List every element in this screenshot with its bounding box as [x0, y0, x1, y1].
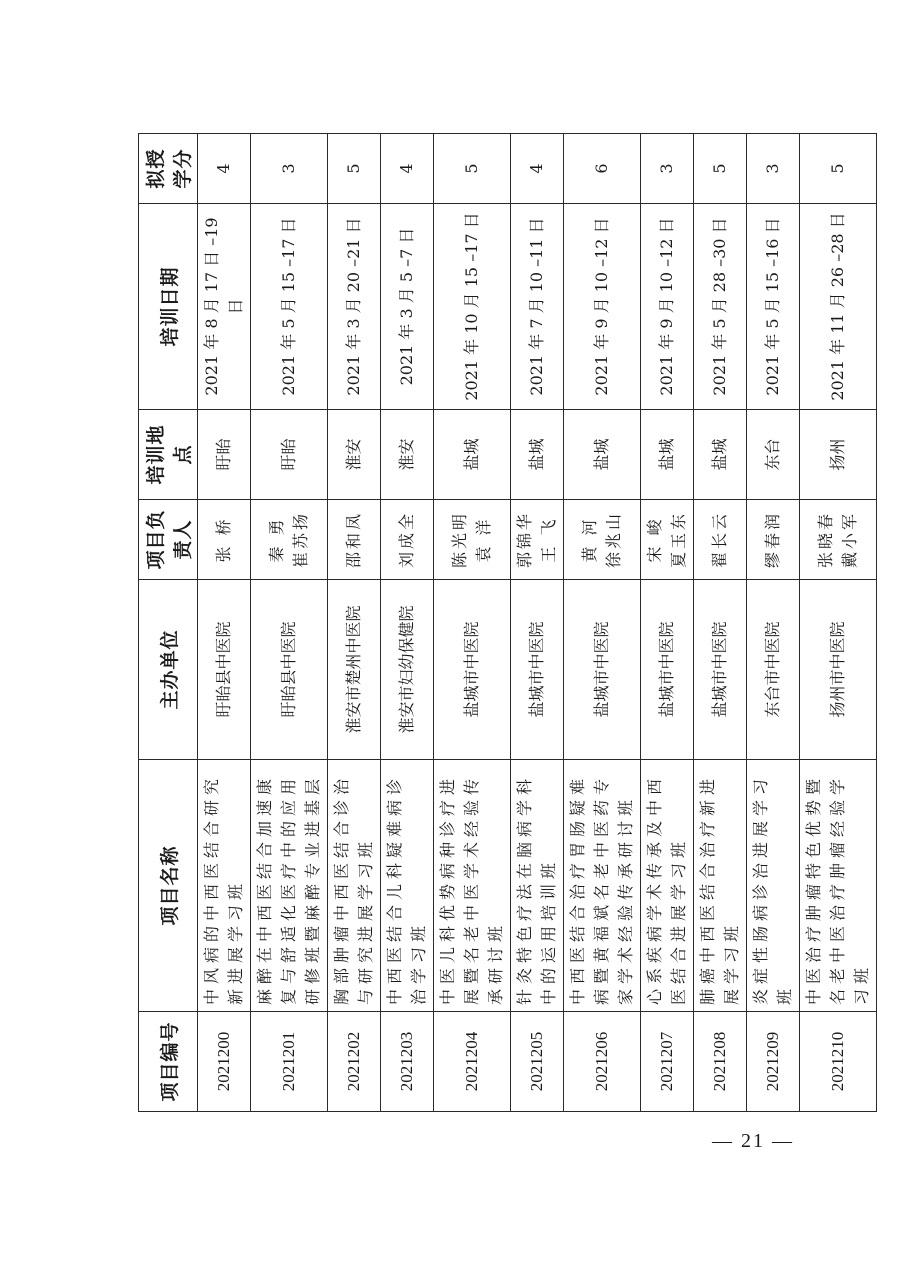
- row-person: 张晓春 戴小军: [800, 500, 877, 580]
- row-person: 翟长云: [694, 500, 747, 580]
- table-row: [251, 134, 328, 1112]
- row-credit: 5: [694, 134, 747, 204]
- row-name: 中西医结合儿科疑难病诊治学习班: [381, 760, 434, 1012]
- row-name: 胸部肿瘤中西医结合诊治与研究进展学习班: [328, 760, 381, 1012]
- row-org: 盐城市中医院: [694, 580, 747, 760]
- row-place: 盐城: [511, 410, 564, 500]
- row-date: 2021 年 5 月 15 –16 日: [747, 204, 800, 410]
- table-row: [800, 134, 877, 1112]
- row-code: 2021208: [694, 1012, 747, 1112]
- row-code: 2021205: [511, 1012, 564, 1112]
- row-person: 刘成全: [381, 500, 434, 580]
- row-date: 2021 年 10 月 15 –17 日: [434, 204, 511, 410]
- row-org: 盱眙县中医院: [198, 580, 251, 760]
- row-credit: 3: [641, 134, 694, 204]
- row-org: 盐城市中医院: [434, 580, 511, 760]
- row-person: 宋 峻 夏玉东: [641, 500, 694, 580]
- row-place: 盐城: [564, 410, 641, 500]
- row-person: 陈光明 袁 洋: [434, 500, 511, 580]
- table-row: [564, 134, 641, 1112]
- table-row: [434, 134, 511, 1112]
- row-credit: 3: [251, 134, 328, 204]
- row-place: 淮安: [381, 410, 434, 500]
- row-person: 张 桥: [198, 500, 251, 580]
- row-date: 2021 年 3 月 20 –21 日: [328, 204, 381, 410]
- row-name: 中医治疗肿瘤特色优势暨名老中医治疗肿瘤经验学习班: [800, 760, 877, 1012]
- row-code: 2021209: [747, 1012, 800, 1112]
- row-org: 盐城市中医院: [641, 580, 694, 760]
- row-credit: 4: [511, 134, 564, 204]
- row-org: 扬州市中医院: [800, 580, 877, 760]
- row-date: 2021 年 5 月 28 –30 日: [694, 204, 747, 410]
- row-name: 肺癌中西医结合治疗新进展学习班: [694, 760, 747, 1012]
- row-credit: 4: [198, 134, 251, 204]
- table-row: [694, 134, 747, 1112]
- row-place: 扬州: [800, 410, 877, 500]
- header-place: 培训地点: [139, 410, 198, 500]
- header-date: 培训日期: [139, 204, 198, 410]
- row-org: 淮安市妇幼保健院: [381, 580, 434, 760]
- rotated-table-wrapper: [138, 134, 871, 1112]
- row-name: 针灸特色疗法在脑病学科中的运用培训班: [511, 760, 564, 1012]
- row-place: 盱眙: [198, 410, 251, 500]
- row-place: 盐城: [694, 410, 747, 500]
- table-row: [511, 134, 564, 1112]
- row-org: 淮安市楚州中医院: [328, 580, 381, 760]
- row-person: 秦 勇 崔苏扬: [251, 500, 328, 580]
- row-code: 2021207: [641, 1012, 694, 1112]
- training-projects-table: [138, 133, 877, 1112]
- row-place: 淮安: [328, 410, 381, 500]
- row-name: 中医儿科优势病种诊疗进展暨名老中医学术经验传承研讨班: [434, 760, 511, 1012]
- table-row: [381, 134, 434, 1112]
- row-name: 中西医结合治疗胃肠疑难病暨黄福斌名老中医药专家学术经验传承研讨班: [564, 760, 641, 1012]
- table-row: [328, 134, 381, 1112]
- row-code: 2021200: [198, 1012, 251, 1112]
- row-credit: 5: [434, 134, 511, 204]
- row-place: 盱眙: [251, 410, 328, 500]
- row-code: 2021204: [434, 1012, 511, 1112]
- row-date: 2021 年 8 月 17 日 –19 日: [198, 204, 251, 410]
- row-credit: 4: [381, 134, 434, 204]
- row-date: 2021 年 7 月 10 –11 日: [511, 204, 564, 410]
- row-code: 2021206: [564, 1012, 641, 1112]
- row-name: 中风病的中西医结合研究新进展学习班: [198, 760, 251, 1012]
- header-code: 项目编号: [139, 1012, 198, 1112]
- row-code: 2021202: [328, 1012, 381, 1112]
- row-place: 盐城: [641, 410, 694, 500]
- row-credit: 5: [328, 134, 381, 204]
- page-number: — 21 —: [712, 1130, 794, 1152]
- row-date: 2021 年 9 月 10 –12 日: [564, 204, 641, 410]
- row-date: 2021 年 9 月 10 –12 日: [641, 204, 694, 410]
- row-person: 黄 河 徐兆山: [564, 500, 641, 580]
- row-credit: 6: [564, 134, 641, 204]
- row-credit: 3: [747, 134, 800, 204]
- row-name: 炎症性肠病诊治进展学习班: [747, 760, 800, 1012]
- row-place: 东台: [747, 410, 800, 500]
- table-row: [198, 134, 251, 1112]
- row-code: 2021210: [800, 1012, 877, 1112]
- header-person: 项目负责人: [139, 500, 198, 580]
- row-org: 东台市中医院: [747, 580, 800, 760]
- row-org: 盐城市中医院: [511, 580, 564, 760]
- row-org: 盱眙县中医院: [251, 580, 328, 760]
- table-row: [747, 134, 800, 1112]
- row-person: 缪春润: [747, 500, 800, 580]
- header-credit: 拟授学分: [139, 134, 198, 204]
- table-row: [641, 134, 694, 1112]
- row-code: 2021201: [251, 1012, 328, 1112]
- row-date: 2021 年 5 月 15 –17 日: [251, 204, 328, 410]
- header-org: 主办单位: [139, 580, 198, 760]
- row-credit: 5: [800, 134, 877, 204]
- row-date: 2021 年 3 月 5 –7 日: [381, 204, 434, 410]
- row-place: 盐城: [434, 410, 511, 500]
- row-person: 郭锦华 王 飞: [511, 500, 564, 580]
- table-header-row: [139, 134, 198, 1112]
- row-name: 心系疾病学术传承及中西医结合进展学习班: [641, 760, 694, 1012]
- header-name: 项目名称: [139, 760, 198, 1012]
- row-name: 麻醉在中西医结合加速康复与舒适化医疗中的应用研修班暨麻醉专业进基层: [251, 760, 328, 1012]
- row-person: 邵和凤: [328, 500, 381, 580]
- row-code: 2021203: [381, 1012, 434, 1112]
- row-date: 2021 年 11 月 26 –28 日: [800, 204, 877, 410]
- row-org: 盐城市中医院: [564, 580, 641, 760]
